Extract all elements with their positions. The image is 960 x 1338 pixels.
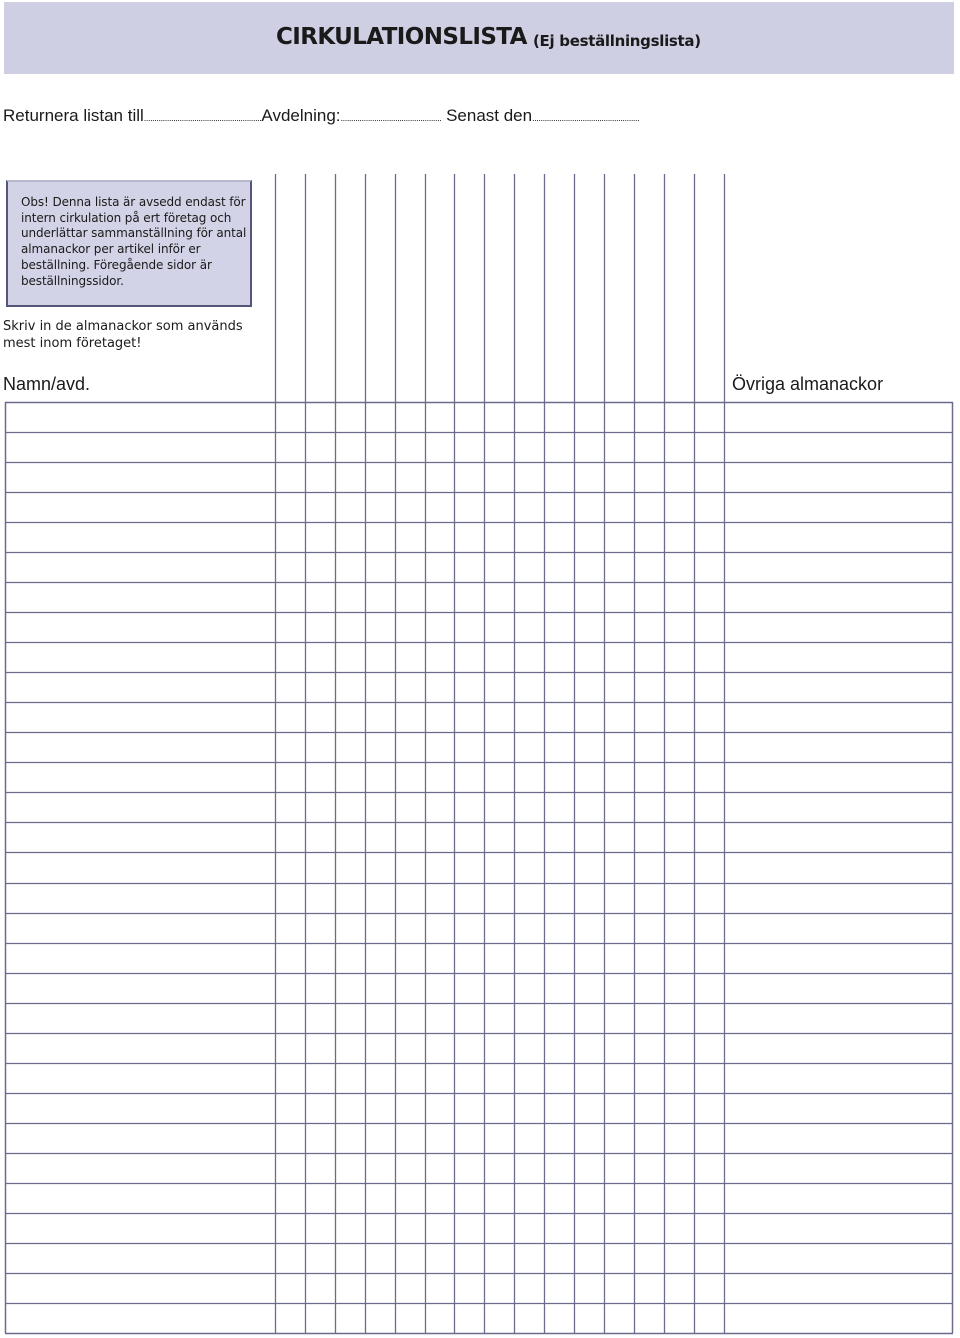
other-calendars-header: Övriga almanackor (732, 374, 884, 394)
department-field[interactable]: ................................................ (340, 113, 442, 123)
name-column-header: Namn/avd. (3, 374, 91, 394)
department-label: Avdelning: (261, 106, 341, 125)
return-to-label: Returnera listan till (3, 106, 144, 125)
latest-date-field[interactable]: ................................................... (532, 113, 640, 123)
page-subtitle: (Ej beställningslista) (533, 32, 701, 50)
return-to-field[interactable]: ........................................................ (143, 113, 262, 123)
instruction-text: Skriv in de almanackor som används mest inom företaget! (3, 319, 243, 351)
page-title: CIRKULATIONSLISTA (276, 24, 527, 50)
notice-text: Obs! Denna lista är avsedd endast för intern cirkulation på ert företag och underlättar sammanställning för antal almanackor per artikel inför er beställning. Föregående sidor är beställningssidor. (21, 195, 247, 288)
latest-date-label: Senast den (446, 106, 533, 125)
